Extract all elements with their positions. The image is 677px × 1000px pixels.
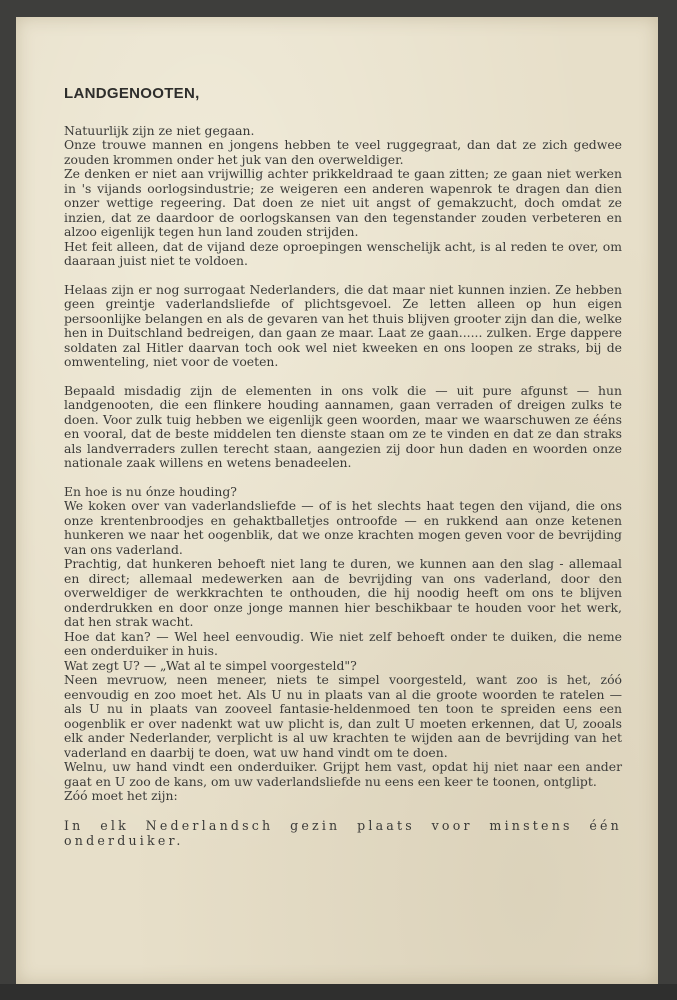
paragraph-4 xyxy=(64,485,622,804)
text-line: En hoe is nu ónze houding? xyxy=(64,483,237,499)
text-line: Wat zegt U? — „Wat al te simpel voorgesteld"? xyxy=(64,657,357,673)
paragraph-2 xyxy=(64,283,622,370)
paragraph-1 xyxy=(64,124,622,269)
text-line: Neen mevruow, neen meneer, niets te simpel voorgesteld, want zoo is het, zóó eenvoudig en zoo moet het. Als U nu in plaats van al die groote woorden te ratelen — als U nu in plaats van zooveel fantasie-heldenmoed ten toon te spreiden eens een oogenblik er over nadenkt wat uw plicht is, dan zult U moeten erkennen, dat U, zooals elk ander Nederlander, verplicht is al uw krachten te wijden aan de bevrijding van het vaderland en daarbij te doen, wat uw hand vindt om te doen. xyxy=(64,672,622,760)
text-line: Helaas zijn er nog surrogaat Nederlanders, die dat maar niet kunnen inzien. Ze hebben geen greintje vaderlandsliefde of plichtsgevoel. Ze letten alleen op hun eigen persoonlijke belangen en als de gevaren van het thuis blijven grooter zijn dan die, welke hen in Duitschland bedreigen, dan gaan ze maar. Laat ze gaan...... zulken. Erge dappere soldaten zal Hitler daarvan toch ook wel niet kweeken en ons loopen ze straks, bij de omwenteling, niet voor de voeten. xyxy=(64,281,622,369)
text-line: Natuurlijk zijn ze niet gegaan. xyxy=(64,122,255,138)
leaflet-text xyxy=(64,87,622,848)
text-line: Het feit alleen, dat de vijand deze oproepingen wenschelijk acht, is al reden te over, om daaraan juist niet te voldoen. xyxy=(64,238,622,268)
text-line: Hoe dat kan? — Wel heel eenvoudig. Wie niet zelf behoeft onder te duiken, die neme een onderduiker in huis. xyxy=(64,628,622,658)
closing-slogan: In elk Nederlandsch gezin plaats voor minstens één onderduiker. xyxy=(64,817,622,848)
leaflet-page xyxy=(16,17,658,984)
text-line: Ze denken er niet aan vrijwillig achter prikkeldraad te gaan zitten; ze gaan niet werken in 's vijands oorlogsindustrie; ze weigeren een anderen wapenrok te dragen dan dien onzer wettige regeering. Dat doen ze niet uit angst of gemakzucht, doch omdat ze inzien, dat ze daardoor de oorlogskansen van den tegenstander zouden verbeteren en alzoo eigenlijk tegen hun land zouden strijden. xyxy=(64,166,622,239)
scan-background xyxy=(0,984,677,1000)
text-line: Bepaald misdadig zijn de elementen in ons volk die — uit pure afgunst — hun landgenooten, die een flinkere houding aannamen, gaan verraden of dreigen zulks te doen. Voor zulk tuig hebben we eigenlijk geen woorden, maar we waarschuwen ze ééns en vooral, dat de beste middelen ten dienste staan om ze te vinden en dat ze dan straks als landverraders zullen terecht staan, aangezien zij door hun daden en woorden onze nationale zaak willens en wetens benadeelen. xyxy=(64,382,622,470)
text-line: We koken over van vaderlandsliefde — of is het slechts haat tegen den vijand, die ons onze krentenbroodjes en gehaktballetjes ontroofde — en rukkend aan onze ketenen hunkeren we naar het oogenblik, dat we onze krachten mogen geven voor de bevrijding van ons vaderland. xyxy=(64,498,622,557)
text-line: Prachtig, dat hunkeren behoeft niet lang te duren, we kunnen aan den slag - allemaal en direct; allemaal medewerken aan de bevrijding van ons vaderland, door den overweldiger de werkkrachten te onthouden, die hij noodig heeft om ons te blijven onderdrukken en door onze jonge mannen hier beschikbaar te houden voor het werk, dat hen strak wacht. xyxy=(64,556,622,629)
text-line: Onze trouwe mannen en jongens hebben te veel ruggegraat, dan dat ze zich gedwee zouden krommen onder het juk van den overweldiger. xyxy=(64,137,622,167)
paragraph-3 xyxy=(64,384,622,471)
page-title: LANDGENOOTEN, xyxy=(64,85,200,102)
text-line: Welnu, uw hand vindt een onderduiker. Grijpt hem vast, opdat hij niet naar een ander gaat en U zoo de kans, om uw vaderlandsliefde nu eens een keer te toonen, ontglipt. xyxy=(64,759,622,789)
text-line: Zóó moet het zijn: xyxy=(64,788,178,803)
